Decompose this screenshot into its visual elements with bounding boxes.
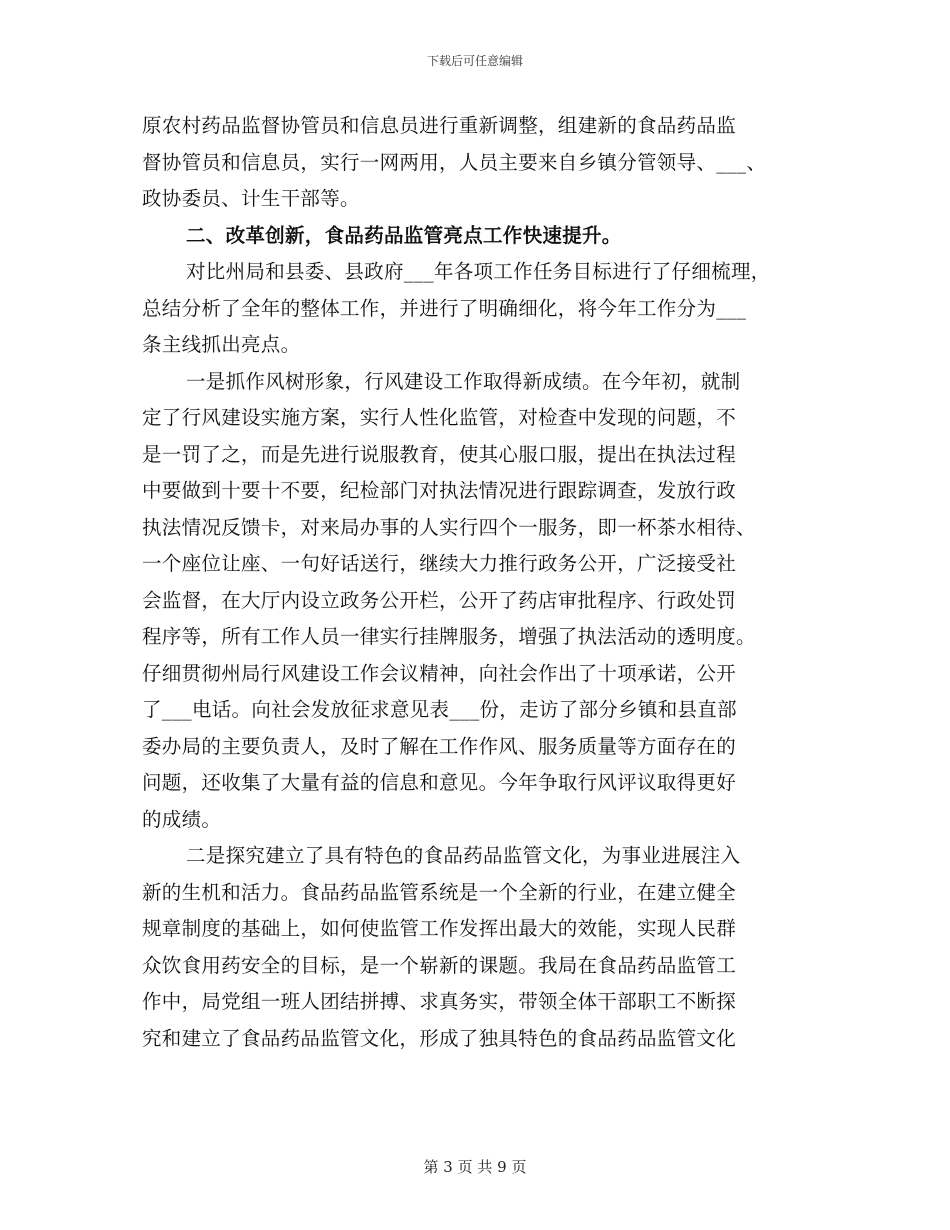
body-line: 是一罚了之，而是先进行说服教育，使其心服口服，提出在执法过程 [142,442,737,466]
body-line: 总结分析了全年的整体工作，并进行了明确细化，将今年工作分为___ [142,296,747,320]
body-line: 条主线抓出亮点。 [142,333,301,356]
section-heading: 二、改革创新，食品药品监管亮点工作快速提升。 [186,223,622,247]
body-line: 会监督，在大厅内设立政务公开栏，公开了药店审批程序、行政处罚 [142,588,737,612]
body-line: 二是探究建立了具有特色的食品药品监管文化，为事业进展注入 [186,844,741,867]
body-line: 究和建立了食品药品监管文化，形成了独具特色的食品药品监管文化 [142,1026,737,1050]
body-line: 仔细贯彻州局行风建设工作会议精神，向社会作出了十项承诺，公开 [142,661,737,685]
body-line: 政协委员、计生干部等。 [142,187,360,210]
page-header: 下载后可任意编辑 [426,54,523,68]
body-line: 委办局的主要负责人，及时了解在工作作风、服务质量等方面存在的 [142,734,737,758]
body-line: 督协管员和信息员，实行一网两用，人员主要来自乡镇分管领导、___、 [142,150,767,174]
body-line: 原农村药品监督协管员和信息员进行重新调整，组建新的食品药品监 [142,114,737,137]
body-line: 新的生机和活力。食品药品监管系统是一个全新的行业，在建立健全 [142,880,737,904]
body-line: 对比州局和县委、县政府___年各项工作任务目标进行了仔细梳理， [186,260,771,283]
page-footer: 第 3 页 共 9 页 [423,1158,527,1176]
body-line: 定了行风建设实施方案，实行人性化监管，对检查中发现的问题，不 [142,406,737,429]
body-line: 程序等，所有工作人员一律实行挂牌服务，增强了执法活动的透明度。 [142,625,756,648]
body-line: 一个座位让座、一句好话送行，继续大力推行政务公开，广泛接受社 [142,552,737,575]
body-line: 执法情况反馈卡，对来局办事的人实行四个一服务，即一杯茶水相待、 [142,515,756,539]
body-line: 作中，局党组一班人团结拼搏、求真务实，带领全体干部职工不断探 [142,990,737,1013]
body-line: 的成绩。 [142,807,222,831]
body-line: 了___电话。向社会发放征求意见表___份，走访了部分乡镇和县直部 [142,698,737,721]
body-line: 问题，还收集了大量有益的信息和意见。今年争取行风评议取得更好 [142,771,737,794]
body-line: 众饮食用药安全的目标，是一个崭新的课题。我局在食品药品监管工 [142,953,737,977]
document-body [142,108,814,1057]
body-line: 中要做到十要十不要，纪检部门对执法情况进行跟踪调查，发放行政 [142,479,737,502]
body-line: 一是抓作风树形象，行风建设工作取得新成绩。在今年初，就制 [186,369,741,393]
body-line: 规章制度的基础上，如何使监管工作发挥出最大的效能，实现人民群 [142,917,737,940]
